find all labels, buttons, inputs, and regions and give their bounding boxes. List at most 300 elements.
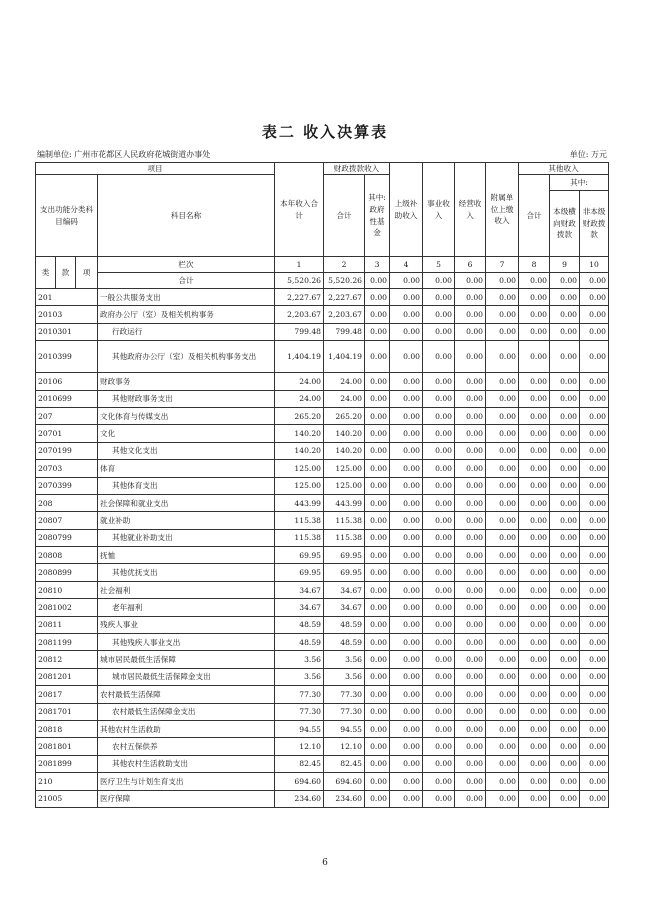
row-code: 20701 [36, 425, 98, 442]
row-value: 0.00 [486, 425, 519, 442]
row-value: 0.00 [365, 323, 390, 340]
row-value: 0.00 [550, 738, 580, 755]
row-value: 0.00 [550, 755, 580, 772]
row-value: 69.95 [324, 564, 365, 581]
table-row [36, 425, 609, 442]
row-value: 77.30 [275, 703, 324, 720]
income-table [35, 162, 609, 808]
row-code: 2081801 [36, 738, 98, 755]
row-subject-name: 社会福利 [98, 581, 275, 598]
row-value: 0.00 [519, 581, 550, 598]
row-code: 2081201 [36, 668, 98, 685]
row-value: 0.00 [580, 686, 609, 703]
row-value: 0.00 [550, 407, 580, 424]
row-value: 0.00 [365, 651, 390, 668]
row-value: 0.00 [423, 790, 455, 807]
row-value: 0.00 [519, 686, 550, 703]
row-code: 20703 [36, 460, 98, 477]
table-row [36, 755, 609, 772]
row-value: 0.00 [486, 477, 519, 494]
row-value: 443.99 [275, 494, 324, 511]
row-value: 0.00 [519, 651, 550, 668]
row-value: 0.00 [580, 460, 609, 477]
row-value: 0.00 [423, 341, 455, 373]
row-value: 0.00 [365, 425, 390, 442]
table-row [36, 373, 609, 390]
row-value: 0.00 [423, 306, 455, 323]
col-num: 2 [324, 257, 365, 273]
row-value: 0.00 [580, 564, 609, 581]
row-value: 694.60 [324, 773, 365, 790]
row-value: 265.20 [275, 407, 324, 424]
row-value: 0.00 [455, 390, 486, 407]
row-value: 0.00 [390, 755, 423, 772]
row-code: 2080899 [36, 564, 98, 581]
row-value: 0.00 [455, 442, 486, 459]
row-value: 0.00 [580, 373, 609, 390]
row-value: 24.00 [275, 390, 324, 407]
header-lanci: 栏次 [98, 257, 275, 273]
row-value: 0.00 [580, 323, 609, 340]
header-func-code: 支出功能分类科目编码 [36, 175, 98, 257]
row-value: 0.00 [423, 442, 455, 459]
row-value: 0.00 [580, 407, 609, 424]
row-value: 234.60 [275, 790, 324, 807]
row-value: 0.00 [423, 755, 455, 772]
row-value: 0.00 [423, 651, 455, 668]
row-value: 48.59 [324, 634, 365, 651]
row-value: 115.38 [275, 512, 324, 529]
unit-label: 单位: 万元 [569, 150, 607, 159]
header-gov-fund: 其中:政府性基金 [365, 175, 390, 257]
row-value: 0.00 [390, 512, 423, 529]
row-value: 0.00 [423, 289, 455, 306]
row-value: 0.00 [519, 494, 550, 511]
row-code: 2070399 [36, 477, 98, 494]
total-value: 5,520.26 [275, 273, 324, 289]
table-row [36, 306, 609, 323]
row-value: 0.00 [365, 720, 390, 737]
row-value: 0.00 [550, 494, 580, 511]
row-value: 48.59 [275, 634, 324, 651]
col-num: 4 [390, 257, 423, 273]
page-title: 表二 收入决算表 [261, 123, 389, 141]
row-subject-name: 文化 [98, 425, 275, 442]
row-value: 0.00 [455, 460, 486, 477]
row-value: 0.00 [519, 599, 550, 616]
row-value: 0.00 [550, 668, 580, 685]
row-value: 0.00 [455, 494, 486, 511]
row-value: 0.00 [519, 634, 550, 651]
row-value: 0.00 [455, 686, 486, 703]
row-value: 34.67 [275, 581, 324, 598]
row-value: 0.00 [519, 306, 550, 323]
row-value: 0.00 [365, 407, 390, 424]
row-subject-name: 城市居民最低生活保障 [98, 651, 275, 668]
header-superior: 上级补助收入 [390, 163, 423, 257]
row-value: 0.00 [390, 306, 423, 323]
row-value: 69.95 [275, 564, 324, 581]
row-code: 2080799 [36, 529, 98, 546]
row-code: 20103 [36, 306, 98, 323]
row-value: 3.56 [275, 651, 324, 668]
row-value: 140.20 [324, 442, 365, 459]
row-value: 0.00 [486, 634, 519, 651]
row-value: 0.00 [486, 373, 519, 390]
table-row [36, 512, 609, 529]
row-value: 94.55 [324, 720, 365, 737]
row-value: 0.00 [486, 289, 519, 306]
row-value: 0.00 [486, 442, 519, 459]
row-value: 0.00 [365, 477, 390, 494]
col-num: 9 [550, 257, 580, 273]
row-value: 0.00 [519, 341, 550, 373]
row-value: 0.00 [550, 547, 580, 564]
row-value: 0.00 [423, 564, 455, 581]
total-value: 0.00 [580, 273, 609, 289]
row-value: 0.00 [550, 341, 580, 373]
row-value: 799.48 [275, 323, 324, 340]
row-value: 0.00 [580, 529, 609, 546]
row-value: 77.30 [275, 686, 324, 703]
row-value: 34.67 [324, 599, 365, 616]
row-value: 0.00 [423, 599, 455, 616]
row-value: 3.56 [324, 651, 365, 668]
row-value: 0.00 [519, 668, 550, 685]
row-value: 0.00 [550, 773, 580, 790]
header-other: 其他收入 [519, 163, 609, 175]
row-value: 0.00 [455, 581, 486, 598]
row-value: 0.00 [423, 390, 455, 407]
row-value: 0.00 [486, 494, 519, 511]
row-value: 0.00 [365, 755, 390, 772]
row-value: 1,404.19 [324, 341, 365, 373]
row-value: 0.00 [550, 790, 580, 807]
row-value: 0.00 [455, 755, 486, 772]
row-value: 0.00 [423, 512, 455, 529]
row-value: 69.95 [324, 547, 365, 564]
row-value: 0.00 [423, 773, 455, 790]
row-value: 115.38 [275, 529, 324, 546]
row-value: 34.67 [324, 581, 365, 598]
table-row [36, 668, 609, 685]
row-subject-name: 其他财政事务支出 [98, 390, 275, 407]
row-subject-name: 医疗卫生与计划生育支出 [98, 773, 275, 790]
table-row [36, 773, 609, 790]
row-value: 0.00 [486, 703, 519, 720]
row-code: 20812 [36, 651, 98, 668]
row-value: 2,203.67 [324, 306, 365, 323]
row-value: 1,404.19 [275, 341, 324, 373]
row-value: 77.30 [324, 686, 365, 703]
row-value: 0.00 [390, 529, 423, 546]
row-subject-name: 一般公共服务支出 [98, 289, 275, 306]
row-value: 0.00 [390, 703, 423, 720]
row-code: 20817 [36, 686, 98, 703]
row-value: 24.00 [324, 373, 365, 390]
row-code: 2010399 [36, 341, 98, 373]
row-value: 0.00 [486, 755, 519, 772]
header-business: 事业收入 [423, 163, 455, 257]
row-value: 0.00 [550, 703, 580, 720]
row-value: 0.00 [486, 790, 519, 807]
header-lei: 类 [36, 257, 56, 289]
header-subject-name: 科目名称 [98, 175, 275, 257]
row-value: 140.20 [275, 442, 324, 459]
row-value: 69.95 [275, 547, 324, 564]
row-value: 0.00 [455, 599, 486, 616]
row-value: 0.00 [423, 529, 455, 546]
row-value: 0.00 [486, 512, 519, 529]
col-num: 10 [580, 257, 609, 273]
row-value: 0.00 [423, 616, 455, 633]
row-value: 48.59 [324, 616, 365, 633]
row-code: 208 [36, 494, 98, 511]
row-subject-name: 其他农村生活救助 [98, 720, 275, 737]
row-value: 0.00 [486, 668, 519, 685]
row-value: 0.00 [486, 407, 519, 424]
row-value: 0.00 [486, 529, 519, 546]
row-value: 0.00 [423, 547, 455, 564]
row-value: 0.00 [365, 547, 390, 564]
row-value: 0.00 [550, 686, 580, 703]
row-subject-name: 其他政府办公厅（室）及相关机构事务支出 [98, 341, 275, 373]
row-value: 0.00 [365, 738, 390, 755]
row-subject-name: 农村五保供养 [98, 738, 275, 755]
table-row [36, 323, 609, 340]
row-subject-name: 财政事务 [98, 373, 275, 390]
row-value: 0.00 [580, 755, 609, 772]
row-value: 0.00 [550, 599, 580, 616]
row-value: 0.00 [580, 442, 609, 459]
row-value: 115.38 [324, 512, 365, 529]
row-value: 3.56 [275, 668, 324, 685]
row-value: 0.00 [550, 477, 580, 494]
row-value: 0.00 [519, 616, 550, 633]
row-value: 0.00 [580, 668, 609, 685]
header-same-level: 本级横向财政拨款 [550, 191, 580, 257]
row-value: 3.56 [324, 668, 365, 685]
row-value: 0.00 [365, 668, 390, 685]
table-row [36, 616, 609, 633]
row-value: 0.00 [580, 512, 609, 529]
table-row [36, 289, 609, 306]
row-value: 0.00 [580, 390, 609, 407]
row-value: 12.10 [275, 738, 324, 755]
row-value: 0.00 [580, 790, 609, 807]
total-value: 5,520.26 [324, 273, 365, 289]
table-row [36, 634, 609, 651]
row-code: 2010301 [36, 323, 98, 340]
row-value: 0.00 [365, 564, 390, 581]
row-value: 0.00 [390, 564, 423, 581]
table-row [36, 581, 609, 598]
header-kuan: 款 [56, 257, 76, 289]
row-value: 0.00 [580, 703, 609, 720]
row-value: 0.00 [390, 323, 423, 340]
row-value: 0.00 [519, 755, 550, 772]
row-value: 12.10 [324, 738, 365, 755]
header-current-income: 本年收入合计 [275, 163, 324, 257]
row-value: 0.00 [365, 599, 390, 616]
row-value: 265.20 [324, 407, 365, 424]
header-fiscal-subtotal: 合计 [324, 175, 365, 257]
row-value: 0.00 [365, 703, 390, 720]
row-subject-name: 其他农村生活救助支出 [98, 755, 275, 772]
row-value: 0.00 [423, 581, 455, 598]
row-code: 210 [36, 773, 98, 790]
row-value: 0.00 [519, 442, 550, 459]
row-value: 0.00 [423, 460, 455, 477]
row-value: 0.00 [486, 306, 519, 323]
row-value: 0.00 [390, 790, 423, 807]
col-num: 8 [519, 257, 550, 273]
row-subject-name: 社会保障和就业支出 [98, 494, 275, 511]
total-value: 0.00 [423, 273, 455, 289]
table-row [36, 494, 609, 511]
row-value: 0.00 [486, 773, 519, 790]
row-value: 799.48 [324, 323, 365, 340]
row-value: 0.00 [423, 634, 455, 651]
row-value: 0.00 [550, 616, 580, 633]
row-subject-name: 其他文化支出 [98, 442, 275, 459]
table-row [36, 790, 609, 807]
row-code: 20810 [36, 581, 98, 598]
row-value: 0.00 [455, 341, 486, 373]
row-value: 0.00 [455, 720, 486, 737]
row-subject-name: 其他优抚支出 [98, 564, 275, 581]
row-value: 0.00 [519, 407, 550, 424]
row-value: 0.00 [519, 373, 550, 390]
row-value: 0.00 [550, 634, 580, 651]
row-value: 0.00 [550, 323, 580, 340]
row-value: 0.00 [580, 720, 609, 737]
row-value: 0.00 [580, 581, 609, 598]
row-value: 0.00 [580, 651, 609, 668]
row-value: 0.00 [390, 341, 423, 373]
total-value: 0.00 [390, 273, 423, 289]
row-code: 2081899 [36, 755, 98, 772]
row-value: 0.00 [455, 529, 486, 546]
row-value: 0.00 [519, 460, 550, 477]
row-value: 0.00 [423, 494, 455, 511]
col-num: 6 [455, 257, 486, 273]
row-value: 140.20 [275, 425, 324, 442]
row-value: 0.00 [580, 425, 609, 442]
row-value: 0.00 [519, 289, 550, 306]
row-value: 0.00 [455, 616, 486, 633]
table-row [36, 477, 609, 494]
row-value: 0.00 [390, 616, 423, 633]
row-value: 0.00 [390, 599, 423, 616]
row-value: 0.00 [580, 494, 609, 511]
row-value: 0.00 [550, 512, 580, 529]
row-value: 0.00 [486, 686, 519, 703]
row-value: 0.00 [390, 686, 423, 703]
row-value: 0.00 [423, 323, 455, 340]
row-code: 20808 [36, 547, 98, 564]
total-value: 0.00 [519, 273, 550, 289]
header-operating: 经营收入 [455, 163, 486, 257]
row-code: 21005 [36, 790, 98, 807]
row-value: 0.00 [455, 425, 486, 442]
header-xiang: 项 [76, 257, 98, 289]
table-row [36, 407, 609, 424]
row-value: 0.00 [423, 686, 455, 703]
row-value: 24.00 [275, 373, 324, 390]
table-row [36, 460, 609, 477]
row-value: 0.00 [519, 720, 550, 737]
row-value: 115.38 [324, 529, 365, 546]
row-value: 0.00 [455, 668, 486, 685]
row-value: 2,203.67 [275, 306, 324, 323]
row-value: 0.00 [519, 477, 550, 494]
row-subject-name: 政府办公厅（室）及相关机构事务 [98, 306, 275, 323]
row-value: 0.00 [550, 289, 580, 306]
table-row [36, 738, 609, 755]
row-value: 0.00 [550, 460, 580, 477]
row-value: 0.00 [365, 341, 390, 373]
row-value: 0.00 [423, 373, 455, 390]
page-number: 6 [322, 858, 328, 868]
row-value: 0.00 [390, 494, 423, 511]
row-value: 0.00 [486, 599, 519, 616]
row-subject-name: 城市居民最低生活保障金支出 [98, 668, 275, 685]
row-value: 0.00 [486, 564, 519, 581]
row-value: 77.30 [324, 703, 365, 720]
row-value: 125.00 [324, 460, 365, 477]
row-value: 0.00 [365, 790, 390, 807]
row-value: 0.00 [519, 547, 550, 564]
row-code: 20106 [36, 373, 98, 390]
row-value: 0.00 [455, 407, 486, 424]
row-value: 0.00 [365, 616, 390, 633]
row-code: 2070199 [36, 442, 98, 459]
row-value: 125.00 [275, 477, 324, 494]
row-value: 0.00 [455, 703, 486, 720]
row-subject-name: 其他残疾人事业支出 [98, 634, 275, 651]
row-value: 140.20 [324, 425, 365, 442]
row-value: 0.00 [486, 720, 519, 737]
row-value: 0.00 [486, 547, 519, 564]
row-value: 0.00 [365, 581, 390, 598]
row-value: 0.00 [423, 703, 455, 720]
row-value: 0.00 [455, 323, 486, 340]
row-value: 0.00 [365, 529, 390, 546]
row-value: 0.00 [365, 373, 390, 390]
row-value: 0.00 [550, 529, 580, 546]
header-among: 其中: [550, 175, 609, 191]
table-row [36, 564, 609, 581]
row-value: 0.00 [390, 773, 423, 790]
row-value: 0.00 [580, 738, 609, 755]
row-value: 0.00 [390, 373, 423, 390]
row-value: 0.00 [390, 634, 423, 651]
row-value: 0.00 [519, 773, 550, 790]
row-value: 0.00 [455, 738, 486, 755]
row-subject-name: 文化体育与传媒支出 [98, 407, 275, 424]
row-value: 0.00 [486, 581, 519, 598]
row-value: 0.00 [390, 477, 423, 494]
table-row [36, 651, 609, 668]
total-value: 0.00 [455, 273, 486, 289]
row-value: 0.00 [455, 289, 486, 306]
row-value: 0.00 [550, 581, 580, 598]
row-value: 0.00 [390, 738, 423, 755]
row-value: 0.00 [550, 651, 580, 668]
row-value: 0.00 [519, 323, 550, 340]
row-value: 0.00 [519, 390, 550, 407]
